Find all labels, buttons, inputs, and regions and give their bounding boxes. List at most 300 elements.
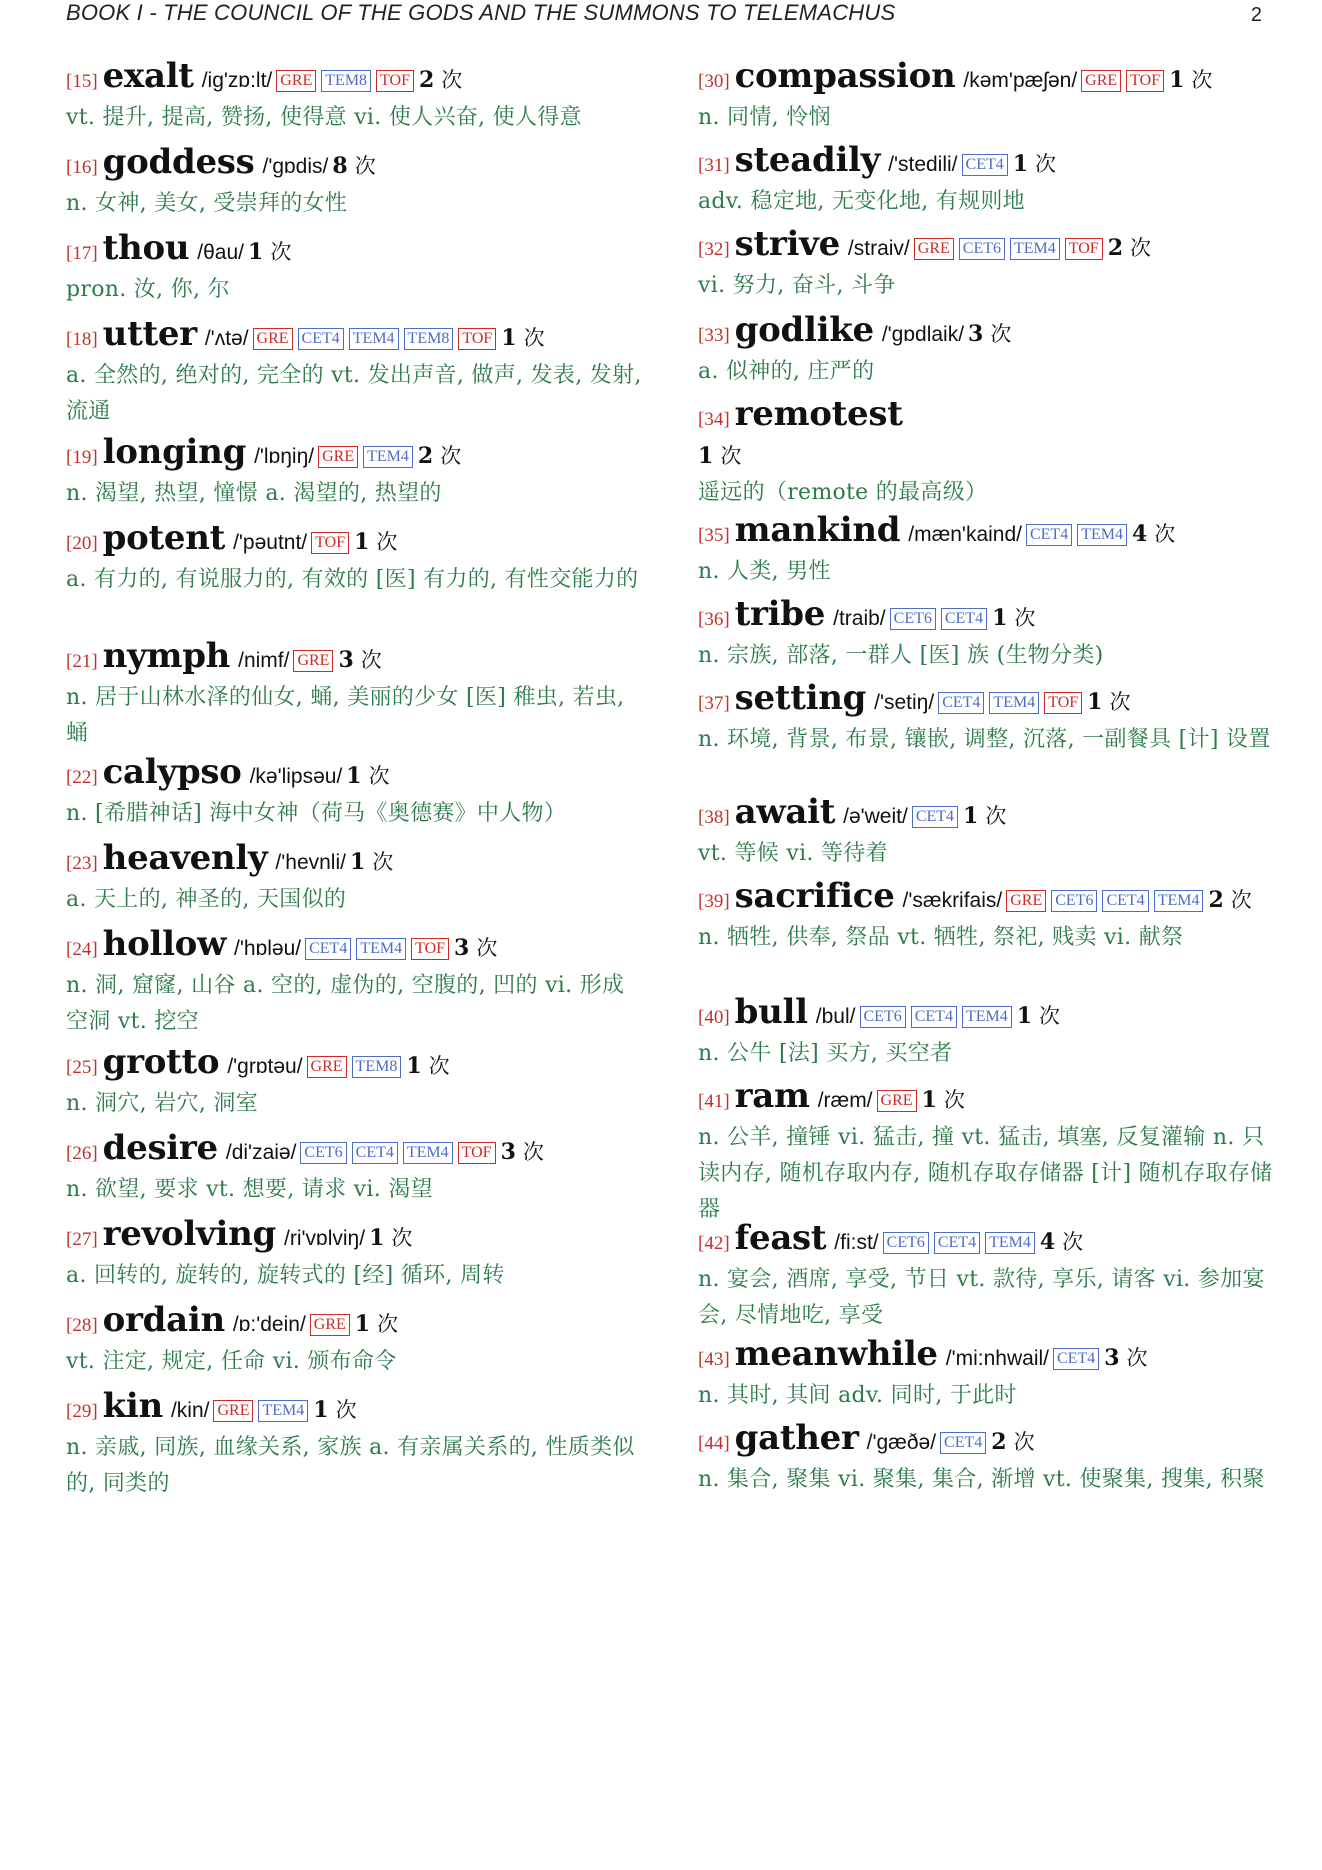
headword: sacrifice xyxy=(734,876,895,916)
entry-headline xyxy=(698,680,1278,722)
entry-headline xyxy=(698,1078,1278,1120)
exam-tag-gre: GRE xyxy=(1006,890,1046,912)
count-unit: 次 xyxy=(1035,152,1057,176)
entry-number: [17] xyxy=(66,243,98,264)
headword: ordain xyxy=(102,1300,225,1340)
entry-headline xyxy=(66,144,646,186)
entry-headline xyxy=(66,840,646,882)
entry-headline xyxy=(66,520,646,562)
pronunciation: /fi:st/ xyxy=(834,1231,879,1254)
headword: revolving xyxy=(102,1214,277,1254)
entry-headline xyxy=(698,596,1278,638)
definition: n. 同情, 怜悯 xyxy=(698,105,831,130)
count-unit: 次 xyxy=(943,1088,965,1112)
entry-headline xyxy=(698,396,1278,438)
headword: nymph xyxy=(102,636,231,676)
exam-tag-gre: GRE xyxy=(293,650,333,672)
exam-tag-tem4: TEM4 xyxy=(1077,524,1127,546)
count-unit: 次 xyxy=(1154,522,1176,546)
frequency-count xyxy=(454,930,497,967)
count-value: 1 xyxy=(963,803,979,829)
count-unit: 次 xyxy=(377,1312,399,1336)
count-unit: 次 xyxy=(270,240,292,264)
frequency-count xyxy=(419,62,462,99)
frequency-count xyxy=(350,844,393,881)
entry-headline xyxy=(66,1388,646,1430)
vocab-entry xyxy=(698,680,1278,758)
entry-number: [27] xyxy=(66,1229,98,1250)
count-value: 1 xyxy=(349,849,366,875)
exam-tag-tem4: TEM4 xyxy=(1010,238,1060,260)
vocab-entry xyxy=(66,926,646,1040)
pronunciation: /straiv/ xyxy=(847,237,910,260)
definition: n. 渴望, 热望, 憧憬 a. 渴望的, 热望的 xyxy=(66,481,442,506)
headword: steadily xyxy=(734,140,881,180)
headword: thou xyxy=(102,228,190,268)
vocab-entry xyxy=(698,226,1278,304)
definition: n. 洞穴, 岩穴, 洞室 xyxy=(66,1091,259,1116)
vocab-entry xyxy=(698,794,1278,872)
exam-tag-tem8: TEM8 xyxy=(352,1056,402,1078)
count-unit: 次 xyxy=(391,1226,413,1250)
definition: pron. 汝, 你, 尔 xyxy=(66,277,230,302)
exam-tag-cet4: CET4 xyxy=(911,1006,957,1028)
exam-tag-cet4: CET4 xyxy=(938,692,984,714)
headword: exalt xyxy=(102,56,194,96)
count-value: 3 xyxy=(1104,1345,1120,1371)
count-unit: 次 xyxy=(1230,888,1252,912)
definition: a. 有力的, 有说服力的, 有效的 [医] 有力的, 有性交能力的 xyxy=(66,567,639,592)
count-value: 4 xyxy=(1131,521,1148,547)
headword: goddess xyxy=(102,142,255,182)
frequency-count xyxy=(1040,1224,1083,1261)
count-unit: 次 xyxy=(985,804,1007,828)
count-value: 1 xyxy=(369,1225,385,1251)
page-number: 2 xyxy=(1250,4,1262,26)
vocab-entry xyxy=(698,396,1278,511)
count-value: 3 xyxy=(500,1139,516,1165)
count-value: 3 xyxy=(454,935,470,961)
entry-number: [40] xyxy=(698,1007,730,1028)
entry-number: [25] xyxy=(66,1057,98,1078)
exam-tag-tem8: TEM8 xyxy=(404,328,454,350)
count-unit: 次 xyxy=(354,154,376,178)
count-unit: 次 xyxy=(1062,1230,1084,1254)
entry-number: [43] xyxy=(698,1349,730,1370)
count-unit: 次 xyxy=(1013,1430,1035,1454)
frequency-count xyxy=(1087,684,1130,721)
vocab-entry xyxy=(698,596,1278,674)
frequency-count xyxy=(1017,998,1060,1035)
count-unit: 次 xyxy=(360,648,382,672)
vocab-entry xyxy=(698,878,1278,956)
headword: calypso xyxy=(102,752,242,792)
entry-number: [37] xyxy=(698,693,730,714)
pronunciation: /'setiŋ/ xyxy=(874,691,935,714)
headword: remotest xyxy=(734,394,903,434)
pronunciation: /θau/ xyxy=(197,241,244,264)
definition: vt. 等候 vi. 等待着 xyxy=(698,841,888,866)
headword: potent xyxy=(102,518,226,558)
vocab-entry xyxy=(66,638,646,752)
exam-tag-tof: TOF xyxy=(458,1142,496,1164)
entry-headline xyxy=(66,1130,646,1172)
entry-headline xyxy=(66,1044,646,1086)
headword: tribe xyxy=(734,594,826,634)
entry-number: [39] xyxy=(698,891,730,912)
entry-headline xyxy=(698,142,1278,184)
count-value: 1 xyxy=(313,1397,329,1423)
frequency-count xyxy=(355,1306,398,1343)
entry-number: [44] xyxy=(698,1433,730,1454)
headword: meanwhile xyxy=(734,1334,938,1374)
exam-tag-tof: TOF xyxy=(376,70,414,92)
frequency-count xyxy=(963,798,1006,835)
definition: vt. 注定, 规定, 任命 vi. 颁布命令 xyxy=(66,1349,397,1374)
definition: n. 牺牲, 供奉, 祭品 vt. 牺牲, 祭祀, 贱卖 vi. 献祭 xyxy=(698,925,1184,950)
exam-tag-cet6: CET6 xyxy=(883,1232,929,1254)
frequency-count xyxy=(992,600,1035,637)
definition: n. 亲戚, 同族, 血缘关系, 家族 a. 有亲属关系的, 性质类似的, 同类的 xyxy=(66,1435,635,1496)
pronunciation: /'gæðə/ xyxy=(866,1431,937,1454)
exam-tag-cet4: CET4 xyxy=(962,154,1008,176)
entry-headline xyxy=(66,434,646,476)
count-unit: 次 xyxy=(1014,606,1036,630)
exam-tag-cet4: CET4 xyxy=(934,1232,980,1254)
vocab-entry xyxy=(698,1220,1278,1334)
entry-headline xyxy=(698,58,1278,100)
headword: compassion xyxy=(734,56,956,96)
exam-tag-gre: GRE xyxy=(307,1056,347,1078)
frequency-count xyxy=(1132,516,1175,553)
count-value: 1 xyxy=(1169,67,1185,93)
definition: n. 集合, 聚集 vi. 聚集, 集合, 渐增 vt. 使聚集, 搜集, 积聚 xyxy=(698,1467,1265,1492)
count-unit: 次 xyxy=(1126,1346,1148,1370)
definition: n. 人类, 男性 xyxy=(698,559,831,584)
frequency-count xyxy=(332,148,375,185)
exam-tag-tof: TOF xyxy=(411,938,449,960)
definition: n. 居于山林水泽的仙女, 蛹, 美丽的少女 [医] 稚虫, 若虫, 蛹 xyxy=(66,685,625,746)
headword: feast xyxy=(734,1218,827,1258)
pronunciation: /kəm'pæʃən/ xyxy=(963,69,1078,92)
definition: a. 天上的, 神圣的, 天国似的 xyxy=(66,887,347,912)
entry-number: [34] xyxy=(698,409,730,430)
entry-number: [31] xyxy=(698,155,730,176)
count-unit: 次 xyxy=(990,322,1012,346)
count-unit: 次 xyxy=(441,68,463,92)
pronunciation: /di'zaiə/ xyxy=(225,1141,297,1164)
count-value: 2 xyxy=(991,1429,1007,1455)
vocab-entry xyxy=(66,144,646,222)
pronunciation: /nimf/ xyxy=(238,649,290,672)
pronunciation: /ræm/ xyxy=(817,1089,873,1112)
count-unit: 次 xyxy=(1109,690,1131,714)
exam-tag-cet6: CET6 xyxy=(890,608,936,630)
definition: a. 全然的, 绝对的, 完全的 vt. 发出声音, 做声, 发表, 发射, 流通 xyxy=(66,363,642,424)
count-unit: 次 xyxy=(1039,1004,1061,1028)
headword: heavenly xyxy=(102,838,268,878)
exam-tag-cet4: CET4 xyxy=(1026,524,1072,546)
count-value: 1 xyxy=(1012,151,1029,177)
frequency-count xyxy=(1208,882,1251,919)
count-unit: 次 xyxy=(522,1140,544,1164)
count-value: 3 xyxy=(338,647,354,673)
definition: a. 似神的, 庄严的 xyxy=(698,359,875,384)
exam-tag-cet4: CET4 xyxy=(352,1142,398,1164)
vocab-entry xyxy=(698,1078,1278,1228)
exam-tag-cet6: CET6 xyxy=(300,1142,346,1164)
pronunciation: /'pəutnt/ xyxy=(233,531,308,554)
exam-tag-cet4: CET4 xyxy=(298,328,344,350)
exam-tag-cet4: CET4 xyxy=(1102,890,1148,912)
count-value: 1 xyxy=(346,763,362,789)
pronunciation: /ɒ:'dein/ xyxy=(232,1313,306,1336)
count-unit: 次 xyxy=(523,326,545,350)
vocab-entry xyxy=(66,1302,646,1380)
count-value: 2 xyxy=(1107,235,1124,261)
exam-tag-tof: TOF xyxy=(458,328,496,350)
vocab-entry xyxy=(698,58,1278,136)
frequency-count xyxy=(1108,230,1151,267)
entry-headline xyxy=(66,926,646,968)
count-value: 1 xyxy=(698,443,714,469)
entry-headline xyxy=(66,58,646,100)
entry-number: [16] xyxy=(66,157,98,178)
vocab-entry xyxy=(698,1420,1278,1498)
pronunciation: /ə'weit/ xyxy=(843,805,908,828)
exam-tag-tem4: TEM4 xyxy=(985,1232,1035,1254)
pronunciation: /'gɒdis/ xyxy=(262,155,329,178)
entry-number: [19] xyxy=(66,447,98,468)
count-unit: 次 xyxy=(1191,68,1213,92)
frequency-count xyxy=(991,1424,1034,1461)
definition: n. 宗族, 部落, 一群人 [医] 族 (生物分类) xyxy=(698,643,1104,668)
definition: vt. 提升, 提高, 赞扬, 使得意 vi. 使人兴奋, 使人得意 xyxy=(66,105,582,130)
entry-headline xyxy=(66,1302,646,1344)
entry-headline xyxy=(698,994,1278,1036)
headword: setting xyxy=(734,678,867,718)
definition: n. 其时, 其间 adv. 同时, 于此时 xyxy=(698,1383,1017,1408)
count-value: 4 xyxy=(1039,1229,1056,1255)
frequency-count xyxy=(698,444,741,469)
count-unit: 次 xyxy=(428,1054,450,1078)
exam-tag-gre: GRE xyxy=(1081,70,1121,92)
entry-number: [28] xyxy=(66,1315,98,1336)
frequency-line xyxy=(698,438,1278,475)
entry-number: [42] xyxy=(698,1233,730,1254)
pronunciation: /'grɒtəu/ xyxy=(227,1055,303,1078)
entry-number: [18] xyxy=(66,329,98,350)
headword: mankind xyxy=(734,510,901,550)
exam-tag-tem4: TEM4 xyxy=(989,692,1039,714)
pronunciation: /mæn'kaind/ xyxy=(908,523,1022,546)
count-value: 1 xyxy=(248,239,264,265)
definition: n. 公牛 [法] 买方, 买空者 xyxy=(698,1041,953,1066)
headword: await xyxy=(734,792,836,832)
count-value: 1 xyxy=(501,325,517,351)
count-unit: 次 xyxy=(368,764,390,788)
headword: desire xyxy=(102,1128,218,1168)
count-value: 1 xyxy=(921,1087,937,1113)
entry-headline xyxy=(698,312,1278,354)
entry-headline xyxy=(698,1336,1278,1378)
exam-tag-tem4: TEM4 xyxy=(356,938,406,960)
count-value: 2 xyxy=(418,67,435,93)
definition: n. [希腊神话] 海中女神（荷马《奥德赛》中人物） xyxy=(66,801,567,826)
frequency-count xyxy=(248,234,291,271)
entry-headline xyxy=(698,1420,1278,1462)
count-value: 1 xyxy=(1016,1003,1033,1029)
entry-number: [32] xyxy=(698,239,730,260)
vocab-entry xyxy=(66,840,646,918)
exam-tag-cet6: CET6 xyxy=(1051,890,1097,912)
vocab-entry xyxy=(698,994,1278,1072)
count-value: 2 xyxy=(417,443,434,469)
vocab-entry xyxy=(66,1044,646,1122)
count-value: 3 xyxy=(968,321,984,347)
pronunciation: /kin/ xyxy=(170,1399,210,1422)
exam-tag-tem4: TEM4 xyxy=(962,1006,1012,1028)
count-value: 1 xyxy=(354,529,370,555)
count-value: 8 xyxy=(332,153,348,179)
exam-tag-gre: GRE xyxy=(914,238,954,260)
frequency-count xyxy=(1013,146,1056,183)
pronunciation: /traib/ xyxy=(833,607,886,630)
exam-tag-cet4: CET4 xyxy=(940,1432,986,1454)
headword: kin xyxy=(102,1386,163,1426)
frequency-count xyxy=(354,524,397,561)
exam-tag-gre: GRE xyxy=(318,446,358,468)
frequency-count xyxy=(968,316,1011,353)
headword: hollow xyxy=(102,924,227,964)
count-value: 2 xyxy=(1208,887,1224,913)
frequency-count xyxy=(1104,1340,1147,1377)
entry-number: [22] xyxy=(66,767,98,788)
entry-number: [15] xyxy=(66,71,98,92)
definition: n. 女神, 美女, 受崇拜的女性 xyxy=(66,191,348,216)
definition: n. 欲望, 要求 vt. 想要, 请求 vi. 渴望 xyxy=(66,1177,433,1202)
count-unit: 次 xyxy=(1130,236,1152,260)
frequency-count xyxy=(313,1392,356,1429)
chapter-title: BOOK I - THE COUNCIL OF THE GODS AND THE SUMMONS TO TELEMACHUS xyxy=(66,0,896,25)
frequency-count xyxy=(501,320,544,357)
definition: adv. 稳定地, 无变化地, 有规则地 xyxy=(698,189,1025,214)
pronunciation: /'stedili/ xyxy=(888,153,958,176)
vocab-entry xyxy=(66,520,646,598)
exam-tag-gre: GRE xyxy=(213,1400,253,1422)
definition: n. 公羊, 撞锤 vi. 猛击, 撞 vt. 猛击, 填塞, 反复灌输 n. 只读内存, 随机存取内存, 随机存取存储器 [计] 随机存取存储器 xyxy=(698,1125,1273,1222)
exam-tag-cet4: CET4 xyxy=(305,938,351,960)
entry-headline xyxy=(66,638,646,680)
frequency-count xyxy=(1169,62,1212,99)
entry-number: [20] xyxy=(66,533,98,554)
pronunciation: /kə'lipsəu/ xyxy=(249,765,343,788)
vocab-entry xyxy=(66,1130,646,1208)
exam-tag-tof: TOF xyxy=(1126,70,1164,92)
headword: grotto xyxy=(102,1042,220,1082)
pronunciation: /'hɒləu/ xyxy=(234,937,302,960)
entry-headline xyxy=(66,316,646,358)
page-header xyxy=(66,0,1262,30)
exam-tag-cet4: CET4 xyxy=(912,806,958,828)
exam-tag-cet6: CET6 xyxy=(959,238,1005,260)
exam-tag-cet4: CET4 xyxy=(1053,1348,1099,1370)
definition: a. 回转的, 旋转的, 旋转式的 [经] 循环, 周转 xyxy=(66,1263,505,1288)
headword: longing xyxy=(102,432,247,472)
headword: godlike xyxy=(734,310,874,350)
count-value: 1 xyxy=(992,605,1008,631)
exam-tag-gre: GRE xyxy=(310,1314,350,1336)
entry-number: [23] xyxy=(66,853,98,874)
exam-tag-gre: GRE xyxy=(253,328,293,350)
entry-headline xyxy=(66,1216,646,1258)
frequency-count xyxy=(338,642,381,679)
vocab-entry xyxy=(698,142,1278,220)
entry-headline xyxy=(698,226,1278,268)
pronunciation: /ig'zɒ:lt/ xyxy=(201,69,273,92)
entry-number: [41] xyxy=(698,1091,730,1112)
entry-headline xyxy=(66,230,646,272)
count-unit: 次 xyxy=(440,444,462,468)
count-unit: 次 xyxy=(720,444,742,468)
entry-number: [29] xyxy=(66,1401,98,1422)
vocab-entry xyxy=(66,1388,646,1502)
pronunciation: /'mi:nhwail/ xyxy=(945,1347,1049,1370)
definition: n. 宴会, 酒席, 享受, 节日 vt. 款待, 享乐, 请客 vi. 参加宴会, 尽情地吃, 享受 xyxy=(698,1267,1265,1328)
vocab-entry xyxy=(698,312,1278,390)
entry-headline xyxy=(698,512,1278,554)
exam-tag-cet4: CET4 xyxy=(941,608,987,630)
vocab-entry xyxy=(66,230,646,308)
entry-headline xyxy=(66,754,646,796)
entry-number: [33] xyxy=(698,325,730,346)
headword: gather xyxy=(734,1418,859,1458)
entry-number: [38] xyxy=(698,807,730,828)
exam-tag-tem4: TEM4 xyxy=(258,1400,308,1422)
pronunciation: /'sækrifais/ xyxy=(902,889,1003,912)
frequency-count xyxy=(406,1048,449,1085)
pronunciation: /'hevnli/ xyxy=(275,851,346,874)
frequency-count xyxy=(346,758,389,795)
exam-tag-gre: GRE xyxy=(877,1090,917,1112)
exam-tag-tof: TOF xyxy=(1044,692,1082,714)
exam-tag-tof: TOF xyxy=(311,532,349,554)
entry-number: [26] xyxy=(66,1143,98,1164)
definition: n. 环境, 背景, 布景, 镶嵌, 调整, 沉落, 一副餐具 [计] 设置 xyxy=(698,727,1271,752)
exam-tag-gre: GRE xyxy=(276,70,316,92)
headword: strive xyxy=(734,224,840,264)
frequency-count xyxy=(922,1082,965,1119)
pronunciation: /'lɒŋiŋ/ xyxy=(254,445,315,468)
count-unit: 次 xyxy=(376,530,398,554)
entry-headline xyxy=(698,1220,1278,1262)
vocab-entry xyxy=(698,1336,1278,1414)
entry-headline xyxy=(698,878,1278,920)
frequency-count xyxy=(418,438,461,475)
count-unit: 次 xyxy=(476,936,498,960)
pronunciation: /ri'vɒlviŋ/ xyxy=(284,1227,366,1250)
pronunciation: /'ʌtə/ xyxy=(204,327,249,350)
exam-tag-tem4: TEM4 xyxy=(349,328,399,350)
headword: bull xyxy=(734,992,808,1032)
vocab-entry xyxy=(66,754,646,832)
headword: ram xyxy=(734,1076,810,1116)
definition: vi. 努力, 奋斗, 斗争 xyxy=(698,273,896,298)
frequency-count xyxy=(369,1220,412,1257)
count-value: 1 xyxy=(1087,689,1103,715)
exam-tag-tof: TOF xyxy=(1065,238,1103,260)
headword: utter xyxy=(102,314,197,354)
